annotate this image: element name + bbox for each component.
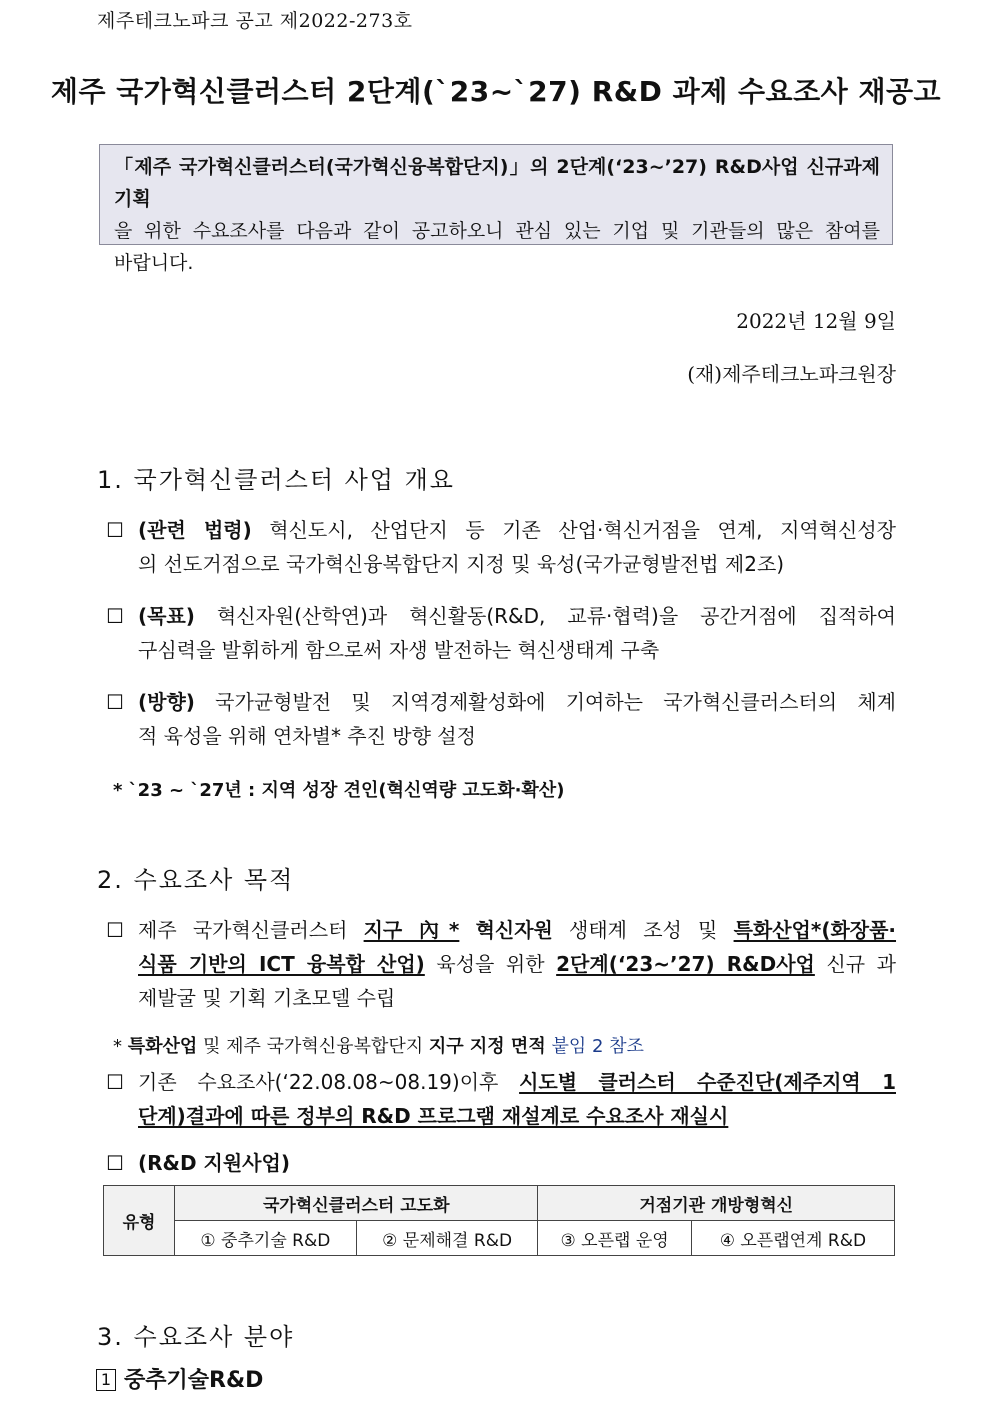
group-header: 국가혁신클러스터 고도화 xyxy=(175,1186,538,1221)
section-3-heading: 3. 수요조사 분야 xyxy=(97,1323,295,1351)
section-1-heading: 1. 국가혁신클러스터 사업 개요 xyxy=(97,466,455,494)
item-label: (R&D 지원사업) xyxy=(138,1151,290,1175)
note-text: * xyxy=(113,1036,128,1057)
resurvey-text: 기존 수요조사(‘22.08.08~08.19)이후 xyxy=(138,1070,499,1094)
checkbox-icon: ☐ xyxy=(106,604,124,628)
item-text-line-1: 국가균형발전 및 지역경제활성화에 기여하는 국가혁신클러스터의 체계 xyxy=(215,690,896,714)
note-text: 지구 지정 면적 xyxy=(428,1036,546,1057)
purpose-text: 신규 과 xyxy=(826,952,896,976)
item-label: (관련 법령) xyxy=(138,518,252,542)
section-1-item-law xyxy=(106,513,896,581)
table-cell: ② 문제해결 R&D xyxy=(356,1221,538,1256)
section-1-item-goal xyxy=(106,599,896,667)
appendix-reference: 붙임 2 참조 xyxy=(545,1036,644,1057)
note-text: 특화산업 xyxy=(127,1036,198,1057)
checkbox-icon: ☐ xyxy=(106,518,124,542)
number-box: 1 xyxy=(96,1369,116,1391)
section-2-item-resurvey xyxy=(106,1065,896,1133)
item-text-line-1: 혁신자원(산학연)과 혁신활동(R&D, 교류·협력)을 공간거점에 집적하여 xyxy=(216,604,897,628)
item-label: (방향) xyxy=(138,690,195,714)
item-text-line-2: 의 선도거점으로 국가혁신융복합단지 지정 및 육성(국가균형발전법 제2조) xyxy=(138,552,785,576)
checkbox-icon: ☐ xyxy=(106,690,124,714)
purpose-text: 혁신자원 xyxy=(475,918,553,942)
summary-line-3: 바랍니다. xyxy=(114,252,194,274)
checkbox-icon: ☐ xyxy=(106,918,124,942)
summary-line-1: 「제주 국가혁신클러스터(국가혁신융복합단지)」의 2단계(‘23~’27) R&D사업 신규과제 기획 xyxy=(114,156,880,210)
summary-line-2: 을 위한 수요조사를 다음과 같이 공고하오니 관심 있는 기업 및 기관들의 많은 참여를 xyxy=(114,220,880,242)
item-text-line-2: 적 육성을 위해 연차별* 추진 방향 설정 xyxy=(138,724,476,748)
table-cell: ④ 오픈랩연계 R&D xyxy=(691,1221,894,1256)
table-cell: ① 중추기술 R&D xyxy=(175,1221,357,1256)
resurvey-text: 시도별 클러스터 수준진단(제주지역 1 xyxy=(519,1070,896,1094)
subsection-label: 중추기술R&D xyxy=(124,1368,264,1393)
issuer-name: (재)제주테크노파크원장 xyxy=(687,362,896,386)
table-cell: ③ 오픈랩 운영 xyxy=(538,1221,691,1256)
purpose-text-line-3: 제발굴 및 기획 기초모델 수립 xyxy=(138,986,396,1010)
item-text-line-1: 혁신도시, 산업단지 등 기존 산업·혁신거점을 연계, 지역혁신성장 xyxy=(269,518,897,542)
section-2-heading: 2. 수요조사 목적 xyxy=(97,866,295,894)
group-header: 거점기관 개방형혁신 xyxy=(538,1186,895,1221)
notice-number: 제주테크노파크 공고 제2022-273호 xyxy=(97,10,413,32)
purpose-text: 지구 內* xyxy=(363,918,460,942)
resurvey-text-line-2: 단계)결과에 따른 정부의 R&D 프로그램 재설계로 수요조사 재실시 xyxy=(138,1104,729,1128)
page-title: 제주 국가혁신클러스터 2단계(`23~`27) R&D 과제 수요조사 재공고 xyxy=(50,75,942,108)
purpose-text: 제주 국가혁신클러스터 xyxy=(138,918,348,942)
item-text-line-2: 구심력을 발휘하게 함으로써 자생 발전하는 혁신생태계 구축 xyxy=(138,638,660,662)
purpose-text: 생태계 조성 및 xyxy=(569,918,718,942)
rd-program-table xyxy=(103,1185,895,1256)
type-header: 유형 xyxy=(104,1186,175,1256)
purpose-text: 육성을 위한 xyxy=(436,952,545,976)
note-text: 및 제주 국가혁신융복합단지 xyxy=(197,1036,429,1057)
subsection-core-tech xyxy=(96,1363,263,1394)
section-1-note: * `23 ~ `27년 : 지역 성장 견인(혁신역량 고도화·확산) xyxy=(113,780,565,801)
summary-box xyxy=(99,144,893,274)
item-label: (목표) xyxy=(138,604,195,628)
section-1-item-direction xyxy=(106,685,896,753)
section-2-note xyxy=(113,1032,644,1058)
table-row xyxy=(104,1221,895,1256)
notice-date: 2022년 12월 9일 xyxy=(736,309,896,333)
purpose-text: 식품 기반의 ICT 융복합 산업) xyxy=(138,952,425,976)
table-row xyxy=(104,1186,895,1221)
section-2-item-support xyxy=(106,1146,896,1180)
checkbox-icon: ☐ xyxy=(106,1070,124,1094)
purpose-text: 2단계(‘23~’27) R&D사업 xyxy=(556,952,815,976)
checkbox-icon: ☐ xyxy=(106,1151,124,1175)
section-2-item-purpose xyxy=(106,913,896,1015)
purpose-text: 특화산업*(화장품· xyxy=(733,918,897,942)
